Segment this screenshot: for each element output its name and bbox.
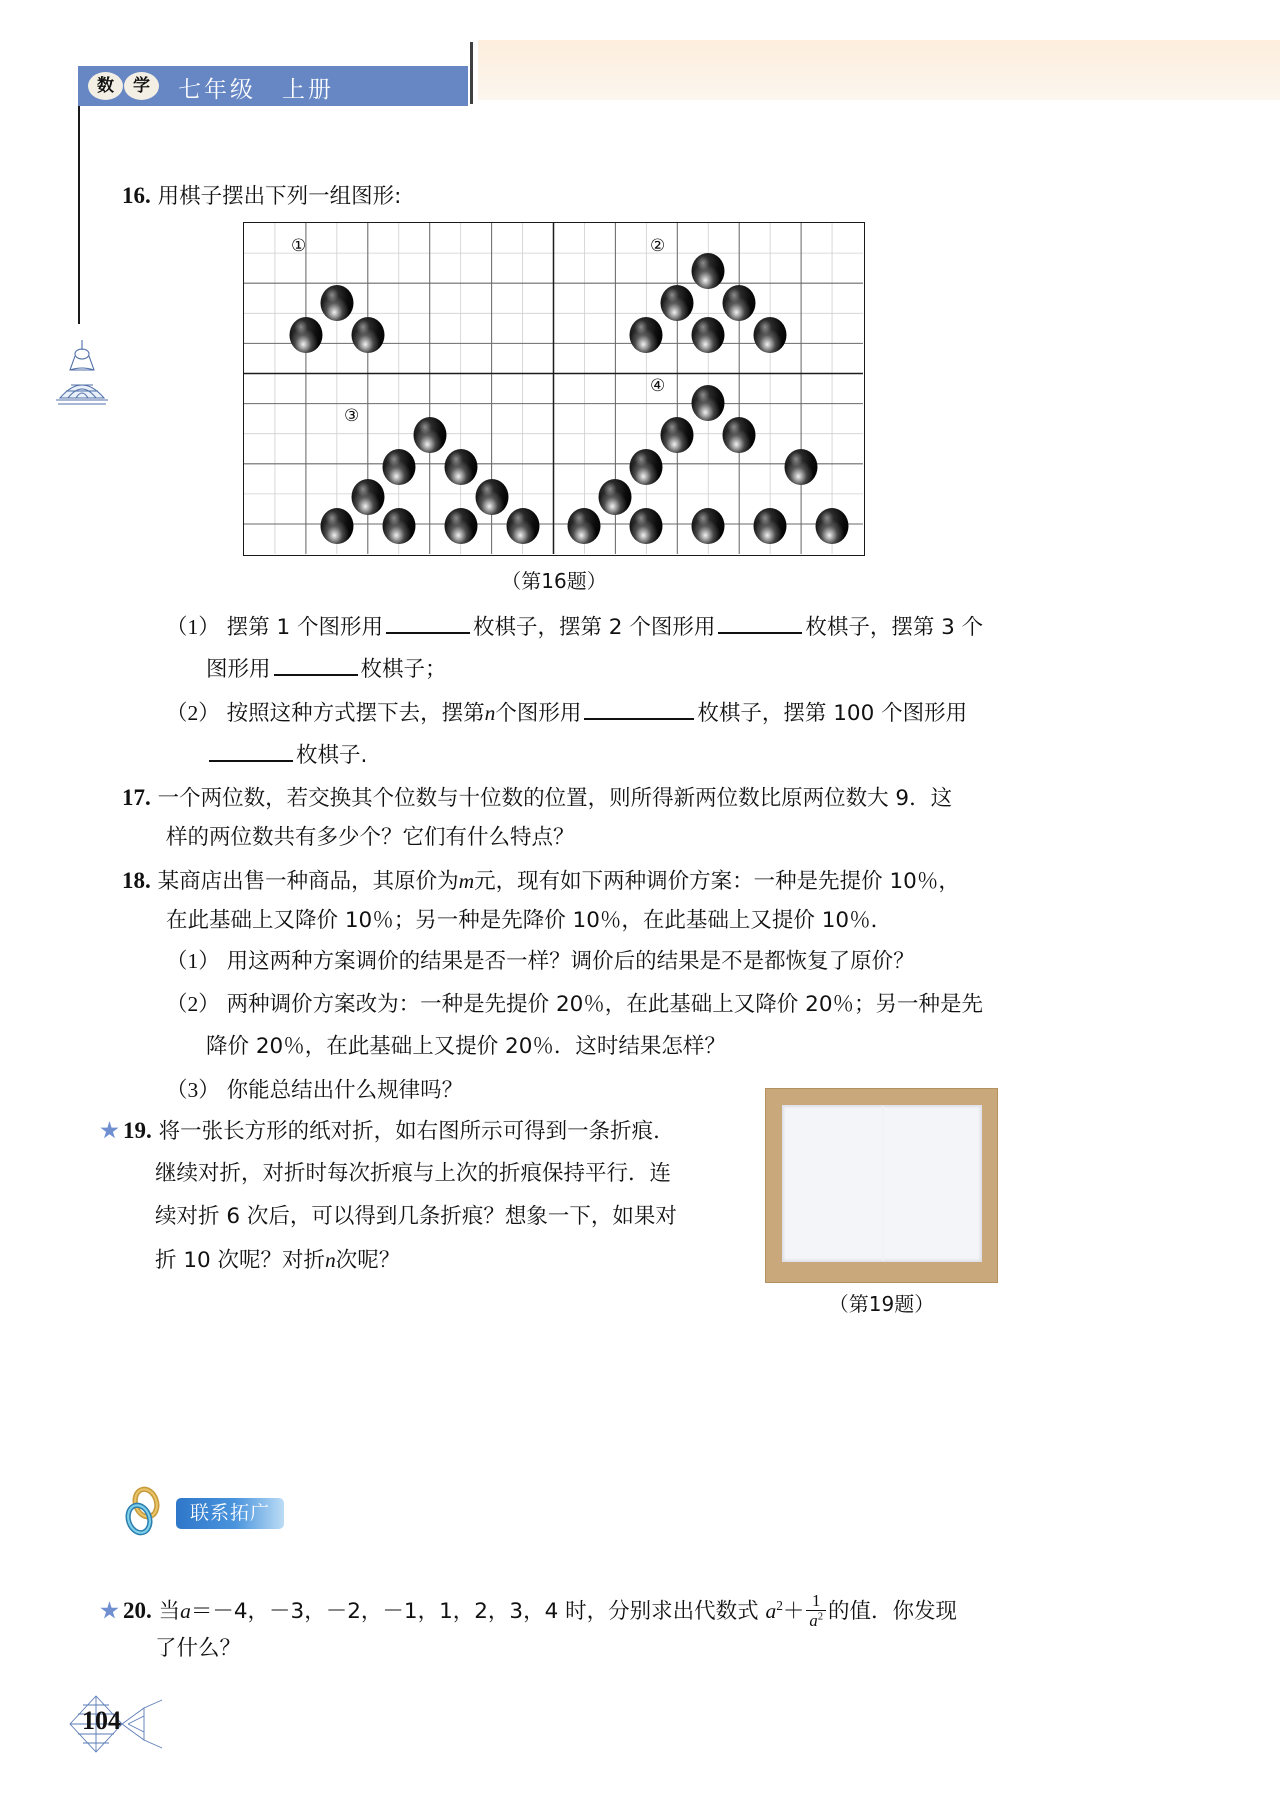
- problem-20-values: ＝－4，－3，－2，－1，1，2，3，4 时，分别求出代数式: [190, 1599, 759, 1625]
- answer-blank-16-2-2[interactable]: [209, 739, 293, 762]
- problem-18-sub2-line1: [166, 984, 983, 1025]
- problem-19-figure-caption: （第19题）: [828, 1292, 935, 1316]
- decorative-lantern-ornament: [46, 336, 118, 412]
- figure-label-2: ②: [650, 236, 666, 256]
- problem-16-stem: [122, 176, 401, 217]
- subject-badge: [88, 72, 160, 100]
- problem-17-line1: [122, 778, 952, 819]
- problem-19-text-line2: 继续对折，对折时每次折痕与上次的折痕保持平行．连: [155, 1161, 672, 1186]
- figure-label-1: ①: [291, 236, 307, 256]
- problem-18-text-b: 元，现有如下两种调价方案：一种是先提价 10％，: [474, 869, 960, 894]
- paper-crease-line: [882, 1106, 884, 1261]
- problem-18-sub2-line2: [206, 1027, 726, 1067]
- problem-18-line1: [122, 861, 960, 902]
- stone-group: [290, 253, 849, 544]
- problem-19-photo: [765, 1088, 998, 1283]
- expr-base: a: [765, 1599, 777, 1624]
- problem-20-text-b: 的值．你发现: [828, 1599, 958, 1625]
- problem-20-line2: [155, 1629, 241, 1669]
- problem-19-line1: [100, 1111, 675, 1152]
- answer-blank-16-2-1[interactable]: [584, 697, 694, 720]
- problem-18-sub1-text: 用这两种方案调价的结果是否一样？调价后的结果是不是都恢复了原价？: [226, 949, 915, 974]
- figure-label-4: ④: [650, 376, 666, 396]
- header-divider: [470, 42, 473, 104]
- problem-16-sub2-label: （2）: [166, 701, 220, 725]
- header-title: 七年级 上册: [178, 77, 334, 103]
- problem-16-sub1-line2-a: 图形用: [206, 657, 271, 682]
- problem-19-text-line4-b: 次呢？: [335, 1248, 401, 1273]
- subject-badge-char-1: 数: [88, 72, 123, 100]
- section-banner: [120, 1490, 420, 1536]
- problem-18-text-a: 某商店出售一种商品，其原价为: [157, 869, 459, 894]
- expr-fraction: [806, 1592, 826, 1630]
- problem-19-line3: [155, 1197, 677, 1237]
- problem-16-stem-text: 用棋子摆出下列一组图形:: [157, 184, 402, 209]
- problem-20-text-line2: 了什么？: [155, 1636, 242, 1661]
- problem-18-number: 18: [122, 868, 145, 893]
- answer-blank-16-1-1[interactable]: [386, 611, 470, 634]
- problem-18-sub1: [166, 941, 915, 982]
- problem-16-sub1-text-c: 枚棋子，摆第 3 个: [805, 615, 984, 640]
- problem-16-sub1-text-b: 枚棋子，摆第 2 个图形用: [472, 615, 716, 640]
- problem-16-number: 16: [122, 183, 145, 208]
- problem-19-number: 19: [123, 1118, 146, 1143]
- header-bar: [78, 66, 468, 106]
- left-margin-rule: [78, 106, 80, 324]
- problem-16-sub2-line2: [206, 736, 367, 776]
- problem-16-figure-caption: （第16题）: [501, 569, 607, 593]
- problem-19-line2: [155, 1154, 671, 1194]
- problem-18-var-m: m: [458, 869, 475, 893]
- problem-19-dot: .: [146, 1118, 152, 1143]
- problem-18-dot: .: [145, 868, 151, 893]
- problem-17-line2: [166, 818, 575, 858]
- problem-18-sub2-text1: 两种调价方案改为：一种是先提价 20％，在此基础上又降价 20％；另一种是先: [226, 992, 983, 1017]
- expr-exponent: 2: [776, 1598, 783, 1613]
- problem-20-dot: .: [146, 1598, 152, 1624]
- problem-16-sub1-text-a: 摆第 1 个图形用: [226, 615, 383, 640]
- problem-16-figure: [243, 222, 865, 556]
- problem-20-var-a: a: [180, 1599, 191, 1624]
- star-icon-20: [100, 1601, 119, 1620]
- problem-16-var-n: n: [484, 701, 496, 725]
- answer-blank-16-1-2[interactable]: [718, 611, 802, 634]
- problem-16-sub2-line2-b: 枚棋子.: [296, 743, 368, 768]
- problem-20-number: 20: [123, 1598, 146, 1624]
- problem-19-text-line1: 将一张长方形的纸对折，如右图所示可得到一条折痕．: [158, 1119, 675, 1144]
- section-banner-label: 联系拓广: [176, 1498, 284, 1529]
- problem-16-sub1-line2: [206, 650, 447, 690]
- problem-16-sub2-text-a: 按照这种方式摆下去，摆第: [226, 701, 485, 726]
- problem-16-sub2-text-b: 个图形用: [495, 701, 582, 726]
- problem-20-line1: [100, 1586, 957, 1632]
- problem-18-sub2-label: （2）: [166, 992, 220, 1016]
- problem-17-text-line2: 样的两位数共有多少个？它们有什么特点？: [166, 825, 575, 850]
- figure-label-3: ③: [344, 406, 360, 426]
- problem-18-sub3-label: （3）: [166, 1078, 220, 1102]
- chain-link-icon: [120, 1486, 174, 1540]
- problem-18-line2: [166, 901, 892, 941]
- subject-badge-char-2: 学: [124, 72, 159, 100]
- problem-18-sub1-label: （1）: [166, 949, 220, 973]
- problem-16-sub1-label: （1）: [166, 615, 220, 639]
- problem-16-sub1-line2-b: 枚棋子；: [360, 657, 447, 682]
- star-icon-19: [100, 1121, 119, 1140]
- problem-17-dot: .: [145, 785, 151, 810]
- problem-16-dot: .: [145, 183, 151, 208]
- expr-frac-denominator: $a^2$: [809, 1611, 823, 1631]
- problem-18-sub3-text: 你能总结出什么规律吗？: [226, 1078, 464, 1103]
- problem-19-text-line3: 续对折 6 次后，可以得到几条折痕？想象一下，如果对: [155, 1204, 677, 1229]
- problem-20-expression: [765, 1591, 828, 1631]
- problem-16-sub2-text-c: 枚棋子，摆第 100 个图形用: [697, 701, 968, 726]
- problem-18-sub3: [166, 1070, 463, 1111]
- problem-19-text-line4-a: 折 10 次呢？对折: [155, 1248, 326, 1273]
- answer-blank-16-1-3[interactable]: [274, 653, 358, 676]
- expr-frac-numerator: 1: [806, 1592, 826, 1611]
- header-decor-band: [478, 40, 1280, 100]
- problem-17-text-line1: 一个两位数，若交换其个位数与十位数的位置，则所得新两位数比原两位数大 9．这: [157, 786, 953, 811]
- problem-17-number: 17: [122, 785, 145, 810]
- page-number: 104: [82, 1706, 121, 1735]
- problem-18-sub2-text2: 降价 20％，在此基础上又提价 20％．这时结果怎样？: [206, 1034, 726, 1059]
- problem-20-text-a: 当: [158, 1599, 181, 1625]
- problem-16-sub2-line1: [166, 693, 967, 734]
- folded-paper-image: [782, 1105, 982, 1262]
- problem-19-line4: [155, 1240, 400, 1281]
- problem-16-sub1-line1: [166, 607, 983, 648]
- problem-19-var-n: n: [325, 1248, 336, 1272]
- stone-grid-svg: [244, 223, 863, 554]
- problem-18-text-line2: 在此基础上又降价 10％；另一种是先降价 10％，在此基础上又提价 10％．: [166, 908, 893, 933]
- expr-plus: ＋: [782, 1599, 805, 1624]
